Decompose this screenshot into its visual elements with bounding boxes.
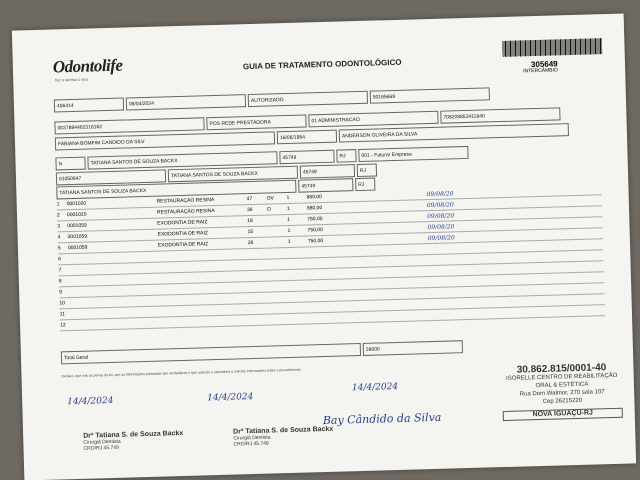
cbo-field: 001 - Faturar Empresa [358, 146, 468, 162]
logo: Odontolife [52, 55, 123, 77]
handwritten-date-2: 14/4/2024 [207, 392, 254, 404]
row-totals [61, 336, 606, 364]
requester-cro-field: 45749 [279, 150, 334, 165]
table-row: 11 [60, 294, 605, 320]
password-field: AUTORIZADO [248, 91, 368, 107]
beneficiary-field: FABIANA BOMFIM CANDIDO DA SILV [55, 131, 275, 150]
declaration-text: Declaro, que sob as penas da lei, que as informações prestadas são verdadeiras e que autorizo a operadora a solicitar informações sobre o procedimento. [61, 367, 302, 379]
handwritten-date-1: 14/4/2024 [67, 395, 114, 408]
clinic-stamp: 30.862.815/0001-40 ISORELLE CENTRO DE REABILITAÇÃO ORAL & ESTÉTICA Rua Dom Walmor, 270 sala 107 Cep 26215220 NOVA IGUAÇU-RJ [501, 364, 622, 421]
requester-uf-field: RJ [336, 149, 356, 163]
procedures-table [57, 184, 605, 331]
table-row: 10 [59, 283, 604, 309]
requester-field: TATIANA SANTOS DE SOUZA BACKX [87, 151, 277, 169]
table-row: 4 0001059 EXODONTIA DE RAIZ 15 1 750,00 09/08/20 [57, 217, 602, 243]
responsible-cro-field: 45749 [298, 178, 353, 193]
rn-field: N [55, 157, 85, 171]
barcode-icon [502, 38, 602, 57]
guide-type: INTERCÂMBIO [523, 67, 558, 75]
holder-field: ANDERSON OLIVEIRA DA SILVA [339, 123, 569, 142]
patient-signature: Bay Cândido da Silva [322, 410, 442, 428]
totals-label: Total Geral [61, 343, 361, 364]
cns-field: 708209853411840 [440, 107, 560, 123]
logo-subtitle: faz o sorriso o seu [55, 76, 88, 83]
main-guide-field: 50165669 [370, 87, 490, 103]
executor-uf-field: RJ [357, 163, 377, 177]
table-row: 8 [59, 261, 604, 287]
guide-sheet [12, 14, 636, 480]
dentist-stamp-right: Drª Tatiana S. de Souza Backx Cirurgiã Dentista CRO/RJ 45.749 [233, 425, 334, 448]
responsible-field: TATIANA SANTOS DE SOUZA BACKX [56, 180, 296, 200]
plan-field: POS REDE PRESTADORA [206, 114, 306, 130]
table-row: 7 [58, 250, 603, 276]
table-row: 3 0001059 EXODONTIA DE RAIZ 18 1 750,00 09/08/20 [57, 206, 602, 232]
birth-date-field: 16/06/1984 [277, 130, 337, 145]
handwritten-date-3: 14/4/2024 [351, 381, 399, 394]
table-row: 6 [58, 239, 603, 265]
table-row: 9 [59, 272, 604, 298]
page-title: GUIA DE TRATAMENTO ODONTOLÓGICO [242, 57, 402, 72]
dentist-stamp-left: Drª Tatiana S. de Souza Backx Cirurgiã Dentista CRO/RJ 45.749 [83, 430, 184, 452]
auth-date-field: 08/04/2024 [126, 94, 246, 110]
guide-number: 305649 [530, 59, 558, 70]
responsible-uf-field: RJ [355, 178, 375, 192]
table-row: 5 0001059 EXODONTIA DE RAIZ 26 1 750,00 09/08/20 [58, 228, 603, 254]
table-row: 1 0001020 RESTAURAÇÃO RESINA 47 OV 1 880,00 09/08/20 [57, 184, 602, 210]
ans-field: 406414 [54, 98, 124, 113]
table-row: 12 [60, 305, 605, 331]
total-field: 38000 [363, 340, 463, 356]
executor-cro-field: 45749 [300, 164, 355, 179]
executor-field: TATIANA SANTOS DE SOUZA BACKX [168, 166, 298, 183]
card-number-field: 0037894462316162 [54, 117, 204, 134]
table-row: 2 0001020 RESTAURAÇÃO RESINA 36 O 1 880,00 09/08/20 [57, 195, 602, 221]
operator-code-field: 01050947 [56, 169, 166, 185]
company-field: 01 ADMINISTRACAO [308, 111, 438, 128]
